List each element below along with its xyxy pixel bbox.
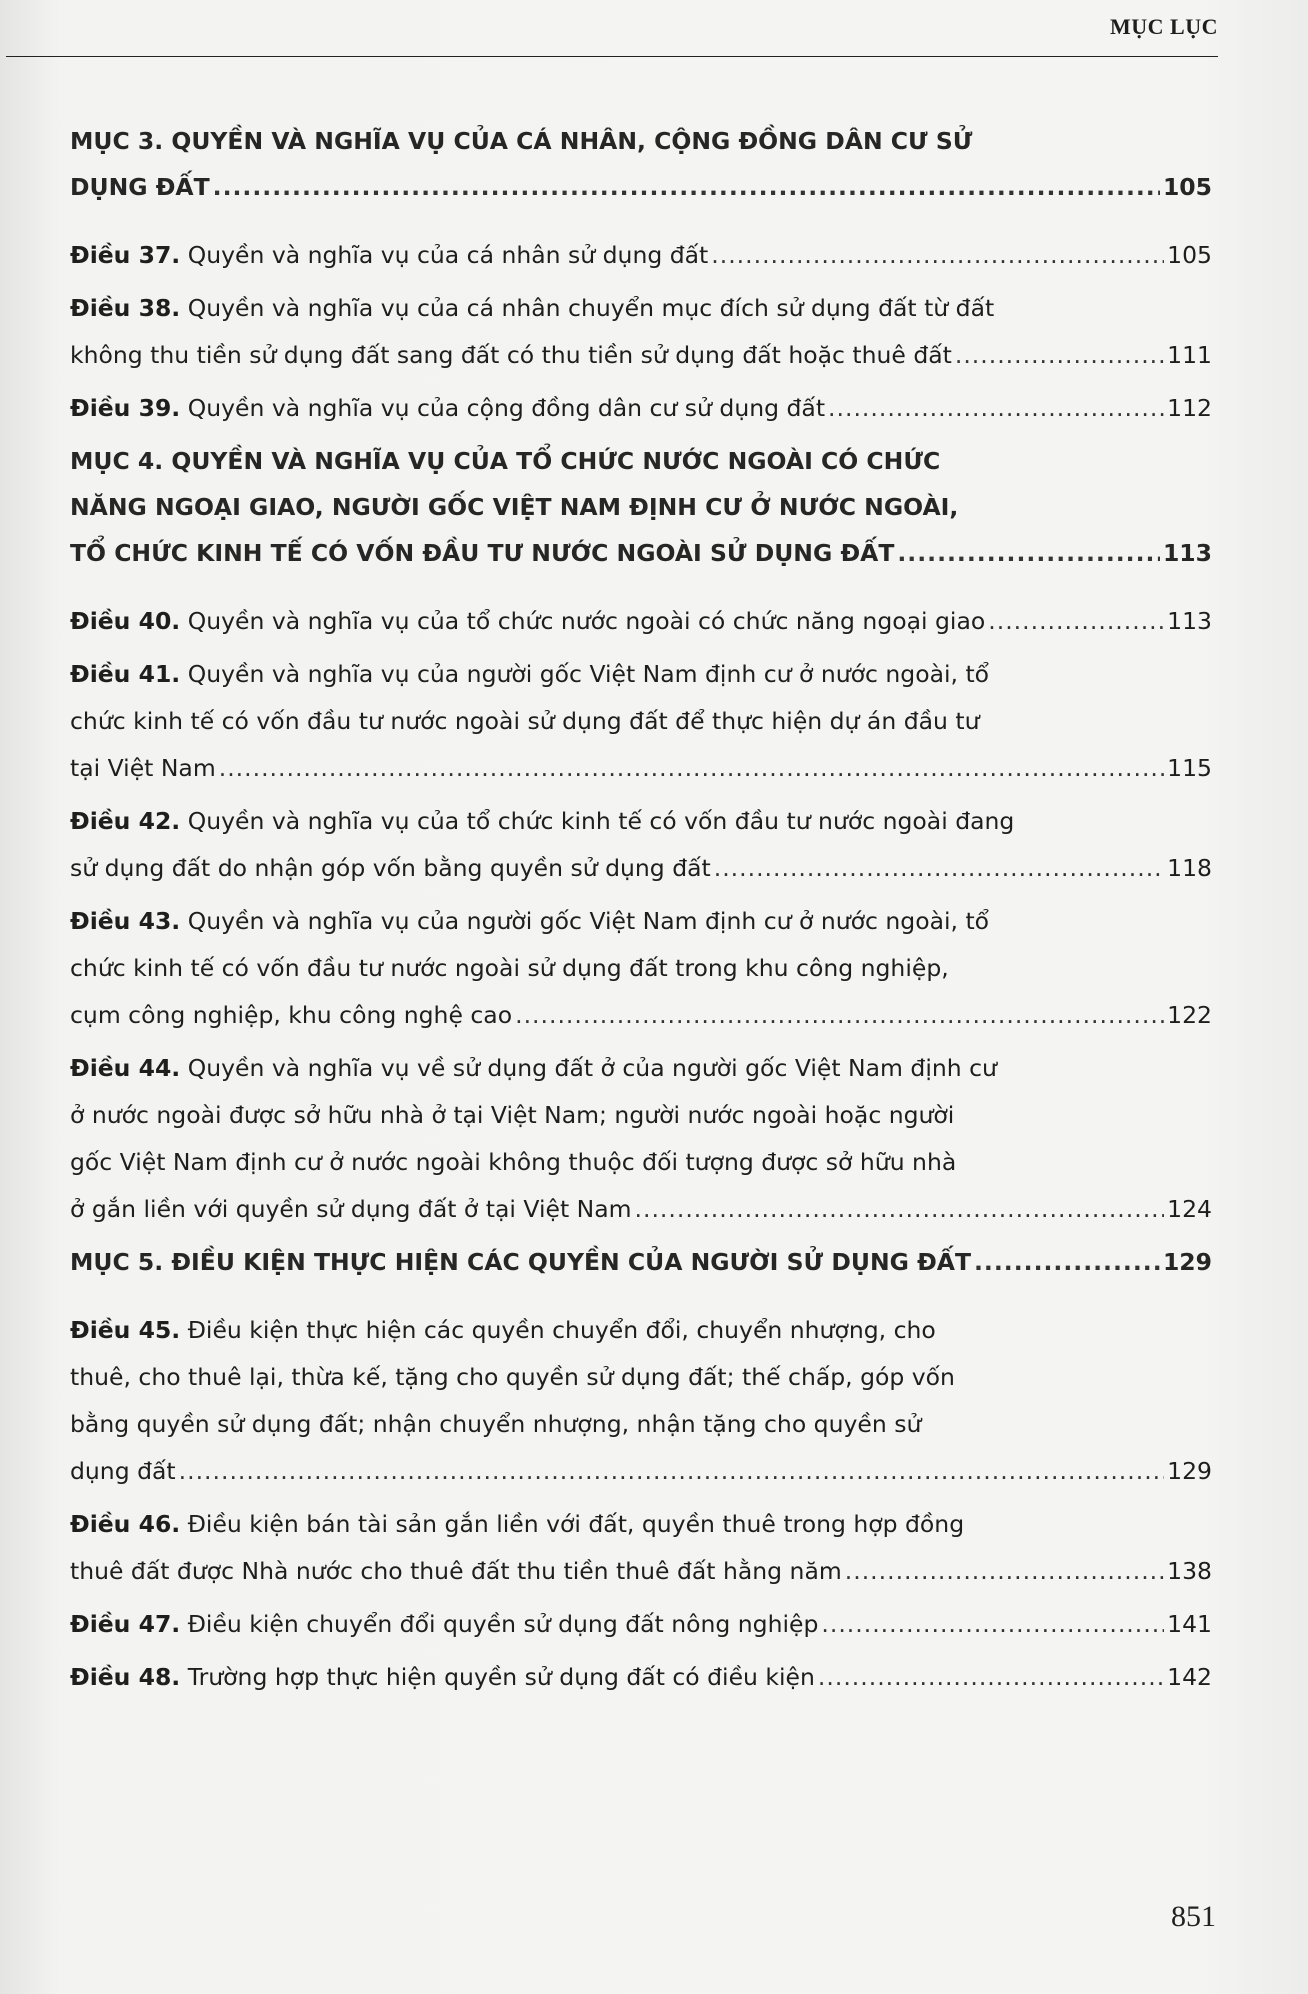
entry-title-tail — [70, 845, 711, 892]
toc-section-heading — [70, 1239, 1212, 1285]
entry-page-number: 138 — [1167, 1557, 1212, 1585]
entry-page-number: 129 — [1167, 1457, 1212, 1485]
article-number: Điều 46. — [70, 1510, 181, 1538]
article-number: Điều 45. — [70, 1316, 181, 1344]
entry-leader-line — [70, 164, 1212, 210]
entry-title-tail — [70, 745, 216, 792]
entry-page-number: 112 — [1167, 394, 1212, 422]
entry-page-number: 118 — [1167, 854, 1212, 882]
entry-text-line — [70, 285, 1212, 332]
entry-text: ở nước ngoài được sở hữu nhà ở tại Việt Nam; người nước ngoài hoặc người — [70, 1101, 955, 1129]
entry-text: Điều kiện thực hiện các quyền chuyển đổi, chuyển nhượng, cho — [187, 1316, 936, 1344]
entry-title-tail — [70, 385, 825, 432]
article-number: Điều 47. — [70, 1610, 181, 1638]
entry-text: bằng quyền sử dụng đất; nhận chuyển nhượng, nhận tặng cho quyền sử — [70, 1410, 922, 1438]
entry-text: Quyền và nghĩa vụ về sử dụng đất ở của người gốc Việt Nam định cư — [187, 1054, 997, 1082]
entry-text-line — [70, 1501, 1212, 1548]
entry-text: NĂNG NGOẠI GIAO, NGƯỜI GỐC VIỆT NAM ĐỊNH CƯ Ở NƯỚC NGOÀI, — [70, 493, 959, 521]
entry-text-line — [70, 898, 1212, 945]
leader-dots — [635, 1186, 1165, 1233]
article-number: Điều 39. — [70, 394, 181, 422]
entry-leader-line — [70, 332, 1212, 379]
leader-dots — [213, 164, 1160, 210]
entry-text-line — [70, 1045, 1212, 1092]
header-title: MỤC LỤC — [1110, 14, 1218, 39]
entry-title-tail — [70, 530, 894, 576]
entry-text-line — [70, 484, 1212, 530]
entry-leader-line — [70, 1448, 1212, 1495]
entry-text: Quyền và nghĩa vụ của người gốc Việt Nam định cư ở nước ngoài, tổ — [187, 660, 990, 688]
entry-text: thuê đất được Nhà nước cho thuê đất thu tiền thuê đất hằng năm — [70, 1557, 842, 1585]
entry-text: cụm công nghiệp, khu công nghệ cao — [70, 1001, 513, 1029]
entry-text-line — [70, 651, 1212, 698]
entry-title-tail — [70, 1448, 176, 1495]
toc-section-heading — [70, 438, 1212, 576]
entry-leader-line — [70, 1239, 1212, 1285]
entry-text: Quyền và nghĩa vụ của cộng đồng dân cư sử dụng đất — [187, 394, 826, 422]
toc-article-entry — [70, 1654, 1212, 1701]
entry-text: Trường hợp thực hiện quyền sử dụng đất có điều kiện — [187, 1663, 815, 1691]
entry-page-number: 113 — [1162, 539, 1212, 567]
toc-article-entry — [70, 385, 1212, 432]
article-number: Điều 42. — [70, 807, 181, 835]
entry-title-tail — [70, 1186, 632, 1233]
article-number: Điều 38. — [70, 294, 181, 322]
entry-title-tail — [70, 1239, 971, 1285]
entry-text-line — [70, 1092, 1212, 1139]
entry-leader-line — [70, 530, 1212, 576]
entry-leader-line — [70, 992, 1212, 1039]
toc-article-entry — [70, 1501, 1212, 1595]
entry-page-number: 115 — [1167, 754, 1212, 782]
entry-text: Quyền và nghĩa vụ của người gốc Việt Nam định cư ở nước ngoài, tổ — [187, 907, 990, 935]
article-number: Điều 41. — [70, 660, 181, 688]
toc-article-entry — [70, 1601, 1212, 1648]
entry-text-line — [70, 1307, 1212, 1354]
toc-article-entry — [70, 1307, 1212, 1495]
entry-leader-line — [70, 1601, 1212, 1648]
entry-leader-line — [70, 1548, 1212, 1595]
toc-article-entry — [70, 651, 1212, 792]
entry-title-tail — [70, 1601, 818, 1648]
leader-dots — [897, 530, 1160, 576]
article-number: Điều 44. — [70, 1054, 181, 1082]
entry-title-tail — [70, 332, 952, 379]
leader-dots — [818, 1654, 1164, 1701]
header-rule — [6, 56, 1218, 57]
entry-page-number: 111 — [1167, 341, 1212, 369]
entry-text: ở gắn liền với quyền sử dụng đất ở tại Việt Nam — [70, 1195, 632, 1223]
entry-text: DỤNG ĐẤT — [70, 173, 210, 201]
entry-text: chức kinh tế có vốn đầu tư nước ngoài sử dụng đất trong khu công nghiệp, — [70, 954, 949, 982]
leader-dots — [974, 1239, 1160, 1285]
leader-dots — [828, 385, 1164, 432]
entry-text: MỤC 5. ĐIỀU KIỆN THỰC HIỆN CÁC QUYỀN CỦA NGƯỜI SỬ DỤNG ĐẤT — [70, 1248, 971, 1276]
entry-page-number: 105 — [1167, 241, 1212, 269]
entry-text: thuê, cho thuê lại, thừa kế, tặng cho quyền sử dụng đất; thế chấp, góp vốn — [70, 1363, 955, 1391]
leader-dots — [219, 745, 1164, 792]
entry-page-number: 142 — [1167, 1663, 1212, 1691]
leader-dots — [711, 232, 1164, 279]
leader-dots — [845, 1548, 1164, 1595]
entry-text: Điều kiện chuyển đổi quyền sử dụng đất nông nghiệp — [187, 1610, 819, 1638]
leader-dots — [515, 992, 1164, 1039]
entry-text: sử dụng đất do nhận góp vốn bằng quyền sử dụng đất — [70, 854, 711, 882]
leader-dots — [821, 1601, 1164, 1648]
table-of-contents — [70, 118, 1212, 1707]
entry-leader-line — [70, 1654, 1212, 1701]
entry-title-tail — [70, 992, 512, 1039]
entry-text: MỤC 3. QUYỀN VÀ NGHĨA VỤ CỦA CÁ NHÂN, CỘNG ĐỒNG DÂN CƯ SỬ — [70, 127, 973, 155]
article-number: Điều 48. — [70, 1663, 181, 1691]
toc-article-entry — [70, 598, 1212, 645]
article-number: Điều 43. — [70, 907, 181, 935]
entry-title-tail — [70, 164, 210, 210]
entry-page-number: 129 — [1162, 1248, 1212, 1276]
leader-dots — [179, 1448, 1165, 1495]
entry-leader-line — [70, 1186, 1212, 1233]
entry-page-number: 113 — [1167, 607, 1212, 635]
entry-title-tail — [70, 598, 985, 645]
entry-title-tail — [70, 232, 708, 279]
entry-text: MỤC 4. QUYỀN VÀ NGHĨA VỤ CỦA TỔ CHỨC NƯỚC NGOÀI CÓ CHỨC — [70, 447, 941, 475]
entry-leader-line — [70, 232, 1212, 279]
entry-text: TỔ CHỨC KINH TẾ CÓ VỐN ĐẦU TƯ NƯỚC NGOÀI SỬ DỤNG ĐẤT — [70, 539, 895, 567]
article-number: Điều 37. — [70, 241, 181, 269]
entry-text-line — [70, 945, 1212, 992]
article-number: Điều 40. — [70, 607, 181, 635]
entry-text: tại Việt Nam — [70, 754, 216, 782]
entry-text: Quyền và nghĩa vụ của tổ chức nước ngoài có chức năng ngoại giao — [187, 607, 986, 635]
toc-article-entry — [70, 1045, 1212, 1233]
toc-article-entry — [70, 898, 1212, 1039]
entry-text: gốc Việt Nam định cư ở nước ngoài không thuộc đối tượng được sở hữu nhà — [70, 1148, 957, 1176]
entry-text: Điều kiện bán tài sản gắn liền với đất, quyền thuê trong hợp đồng — [187, 1510, 965, 1538]
toc-article-entry — [70, 285, 1212, 379]
entry-text: Quyền và nghĩa vụ của tổ chức kinh tế có vốn đầu tư nước ngoài đang — [187, 807, 1015, 835]
running-header — [0, 0, 1308, 62]
entry-page-number: 122 — [1167, 1001, 1212, 1029]
entry-text: Quyền và nghĩa vụ của cá nhân chuyển mục đích sử dụng đất từ đất — [187, 294, 995, 322]
entry-leader-line — [70, 745, 1212, 792]
entry-text-line — [70, 1354, 1212, 1401]
page-number: 851 — [1171, 1900, 1216, 1933]
entry-page-number: 141 — [1167, 1610, 1212, 1638]
toc-article-entry — [70, 232, 1212, 279]
toc-section-heading — [70, 118, 1212, 210]
entry-text: dụng đất — [70, 1457, 176, 1485]
toc-article-entry — [70, 798, 1212, 892]
entry-text-line — [70, 118, 1212, 164]
entry-title-tail — [70, 1654, 815, 1701]
leader-dots — [988, 598, 1164, 645]
leader-dots — [955, 332, 1164, 379]
entry-text: Quyền và nghĩa vụ của cá nhân sử dụng đất — [187, 241, 709, 269]
entry-leader-line — [70, 845, 1212, 892]
entry-title-tail — [70, 1548, 842, 1595]
entry-text-line — [70, 1401, 1212, 1448]
entry-text-line — [70, 1139, 1212, 1186]
leader-dots — [714, 845, 1164, 892]
entry-text: chức kinh tế có vốn đầu tư nước ngoài sử dụng đất để thực hiện dự án đầu tư — [70, 707, 980, 735]
entry-text-line — [70, 438, 1212, 484]
entry-leader-line — [70, 385, 1212, 432]
entry-text-line — [70, 798, 1212, 845]
entry-text: không thu tiền sử dụng đất sang đất có thu tiền sử dụng đất hoặc thuê đất — [70, 341, 952, 369]
entry-page-number: 105 — [1162, 173, 1212, 201]
entry-text-line — [70, 698, 1212, 745]
entry-page-number: 124 — [1167, 1195, 1212, 1223]
entry-leader-line — [70, 598, 1212, 645]
